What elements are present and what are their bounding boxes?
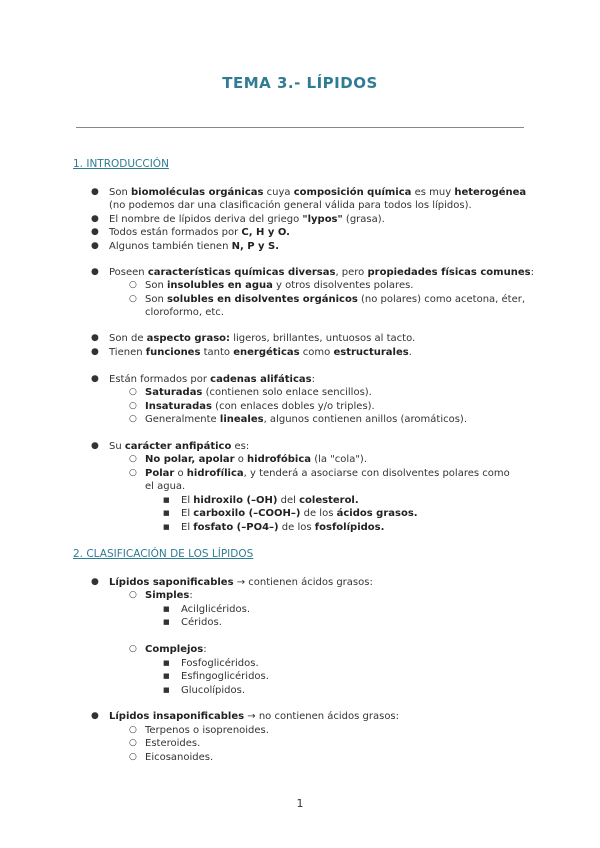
bullet-level1: ● (91, 374, 99, 384)
list-item-insolubles: Son insolubles en agua y otros disolventes polares. (145, 280, 414, 291)
list-item-terpenos: Terpenos o isoprenoides. (145, 725, 269, 736)
bullet-level1: ● (91, 227, 99, 237)
bullet-level1: ● (91, 333, 99, 343)
bullet-level1: ● (91, 711, 99, 721)
list-item-lypos: El nombre de lípidos deriva del griego "lypos" (grasa). (109, 214, 385, 225)
bullet-level2: ○ (129, 752, 137, 762)
horizontal-rule (76, 127, 524, 128)
bullet-level3: ■ (163, 605, 170, 613)
list-item-complejos: Complejos: (145, 644, 207, 655)
list-item-saponificables: Lípidos saponificables → contienen ácidos grasos: (109, 577, 373, 588)
list-item-fosfato: El fosfato (–PO4–) de los fosfolípidos. (181, 522, 385, 533)
bullet-level3: ■ (163, 509, 170, 517)
list-item-ceridos: Céridos. (181, 617, 222, 628)
bullet-level2: ○ (129, 468, 137, 478)
bullet-level1: ● (91, 577, 99, 587)
bullet-level2: ○ (129, 414, 137, 424)
list-item-aspecto: Son de aspecto graso: ligeros, brillantes, untuosos al tacto. (109, 333, 416, 344)
list-item-insaponificables: Lípidos insaponificables → no contienen ácidos grasos: (109, 711, 400, 722)
bullet-level1: ● (91, 267, 99, 277)
list-item-continuation: (no podemos dar una clasificación general válida para todos los lípidos). (109, 200, 472, 211)
list-item-solubles: Son solubles en disolventes orgánicos (no polares) como acetona, éter, (145, 294, 526, 305)
bullet-level3: ■ (163, 686, 170, 694)
bullet-level2: ○ (129, 280, 137, 290)
bullet-level3: ■ (163, 523, 170, 531)
list-item-apolar: No polar, apolar o hidrofóbica (la "cola"). (145, 454, 368, 465)
list-item-nps: Algunos también tienen N, P y S. (109, 241, 280, 252)
list-item-acilgliceridos: Acilglicéridos. (181, 604, 251, 615)
list-item-caracteristicas: Poseen características químicas diversas, pero propiedades físicas comunes: (109, 267, 534, 278)
list-item-fosfogliceridos: Fosfoglicéridos. (181, 658, 259, 669)
bullet-level1: ● (91, 441, 99, 451)
bullet-level1: ● (91, 214, 99, 224)
list-item-saturadas: Saturadas (contienen solo enlace sencillos). (145, 387, 372, 398)
list-item-polar: Polar o hidrofílica, y tenderá a asociarse con disolventes polares como (145, 468, 510, 479)
section-heading-clasificacion: 2. CLASIFICACIÓN DE LOS LÍPIDOS (73, 548, 254, 560)
bullet-level2: ○ (129, 738, 137, 748)
page-number: 1 (296, 797, 304, 810)
list-item-anfipatico: Su carácter anfipático es: (109, 441, 250, 452)
bullet-level3: ■ (163, 618, 170, 626)
list-item-esteroides: Esteroides. (145, 738, 201, 749)
bullet-level3: ■ (163, 496, 170, 504)
bullet-level1: ● (91, 241, 99, 251)
bullet-level2: ○ (129, 387, 137, 397)
bullet-level2: ○ (129, 644, 137, 654)
section-heading-introduccion: 1. INTRODUCCIÓN (73, 158, 169, 170)
list-item-carboxilo: El carboxilo (–COOH–) de los ácidos grasos. (181, 508, 418, 519)
list-item-funciones: Tienen funciones tanto energéticas como estructurales. (109, 347, 412, 358)
list-item-esfingogliceridos: Esfingoglicéridos. (181, 671, 269, 682)
list-item-cadenas: Están formados por cadenas alifáticas: (109, 374, 315, 385)
page-title: TEMA 3.- LÍPIDOS (222, 74, 378, 92)
list-item-glucolipidos: Glucolípidos. (181, 685, 246, 696)
list-item-insaturadas: Insaturadas (con enlaces dobles y/o triples). (145, 401, 375, 412)
bullet-level2: ○ (129, 590, 137, 600)
list-item-lineales: Generalmente lineales, algunos contienen anillos (aromáticos). (145, 414, 468, 425)
list-item-hidroxilo: El hidroxilo (–OH) del colesterol. (181, 495, 359, 506)
bullet-level2: ○ (129, 725, 137, 735)
list-item-simples: Simples: (145, 590, 193, 601)
list-item-biomoleculas: Son biomoléculas orgánicas cuya composición química es muy heterogénea (109, 187, 527, 198)
bullet-level3: ■ (163, 672, 170, 680)
bullet-level2: ○ (129, 454, 137, 464)
bullet-level2: ○ (129, 294, 137, 304)
bullet-level1: ● (91, 187, 99, 197)
bullet-level1: ● (91, 347, 99, 357)
list-item-cho: Todos están formados por C, H y O. (109, 227, 290, 238)
list-item-continuation: cloroformo, etc. (145, 307, 224, 318)
bullet-level3: ■ (163, 659, 170, 667)
list-item-continuation: el agua. (145, 481, 186, 492)
list-item-eicosanoides: Eicosanoides. (145, 752, 214, 763)
bullet-level2: ○ (129, 401, 137, 411)
